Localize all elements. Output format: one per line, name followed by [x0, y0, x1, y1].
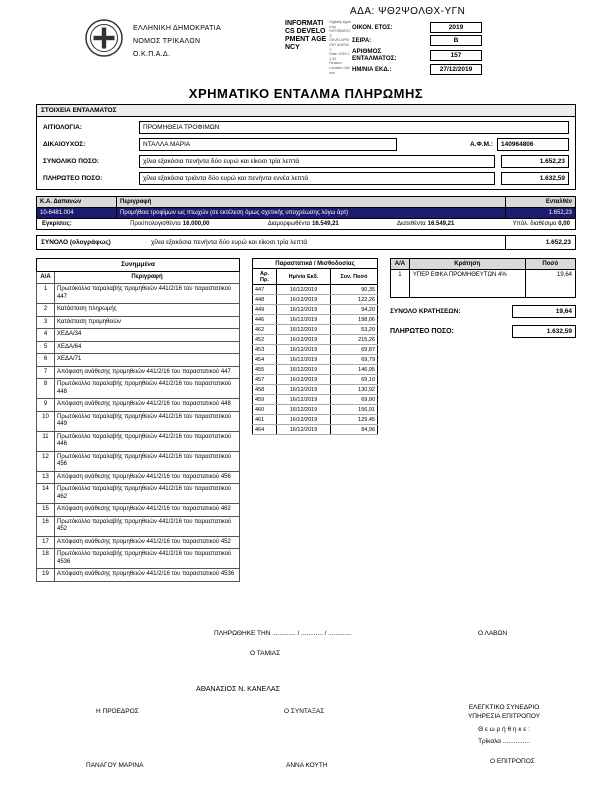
table-row: [37, 516, 240, 536]
field-label: ΗΜ/ΝΙΑ ΕΚΔ.:: [352, 66, 392, 73]
attachment-description: ΧΕΔΑ/64: [55, 341, 240, 354]
attachment-aa: 4: [37, 329, 55, 342]
deductions-total-row: [390, 305, 576, 318]
attachment-aa: 19: [37, 569, 55, 582]
org-line: ΕΛΛΗΝΙΚΗ ΔΗΜΟΚΡΑΤΙΑ: [133, 25, 221, 32]
table-row: [253, 395, 378, 405]
warrant-header-fields: [352, 22, 482, 77]
issuing-organization: [133, 22, 221, 61]
invoice-amount: 198,06: [331, 315, 378, 325]
field-warrant-number: [352, 48, 482, 62]
attachment-description: Πρωτόκολλο παραλαβής προμηθειών 441/2/16 του παραστατικού 448: [55, 379, 240, 399]
field-label: ΣΕΙΡΑ:: [352, 37, 372, 44]
org-line: Ο.Κ.Π.Α.Δ.: [133, 51, 171, 58]
invoice-amount: 53,20: [331, 325, 378, 335]
field-issue-date: [352, 64, 482, 75]
attachment-description: Πρωτόκολλο παραλαβής προμηθειών 441/2/16 του παραστατικού 4536: [55, 549, 240, 569]
invoice-amount: 156,91: [331, 405, 378, 415]
column-header-desc: Περιγραφή: [55, 271, 240, 284]
table-row: [253, 375, 378, 385]
treasurer-name: ΑΘΑΝΑΣΙΟΣ Ν. ΚΑΝΕΛΑΣ: [196, 686, 280, 693]
ada-code: [350, 6, 465, 17]
table-row: [37, 471, 240, 484]
synoliko-label: ΣΥΝΟΛΙΚΟ ΠΟΣΟ:: [43, 158, 100, 165]
budget-code-header: [36, 196, 576, 208]
attachment-description: Πρωτόκολλο παραλαβής προμηθειών 441/2/16 του παραστατικού 447: [55, 284, 240, 304]
invoice-number: 453: [253, 345, 277, 355]
deduction-aa: 1: [391, 270, 410, 298]
invoice-date: 16/12/2019: [277, 335, 331, 345]
attachment-description: Απόφαση ανάθεσης προμηθειών 441/2/16 του παραστατικού 462: [55, 504, 240, 517]
attachment-description: Απόφαση ανάθεσης προμηθειών 441/2/16 του παραστατικού 4536: [55, 569, 240, 582]
invoices-table: [252, 258, 378, 435]
invoice-number: 454: [253, 355, 277, 365]
deductions-table: [390, 258, 576, 298]
org-line: ΝΟΜΟΣ ΤΡΙΚΑΛΩΝ: [133, 38, 201, 45]
plirateo-label: ΠΛΗΡΩΤΕΟ ΠΟΣΟ:: [43, 175, 103, 182]
deductions-total-amount: 19,64: [512, 305, 576, 318]
table-row: [37, 341, 240, 354]
trikala-date-line: Τρίκαλα ...............: [478, 737, 530, 745]
attachment-description: Πρωτόκολλο παραλαβής προμηθειών 441/2/16 του παραστατικού 462: [55, 484, 240, 504]
budget-code: 10-6481.004: [37, 208, 117, 218]
synoliko-amount: 1.652,23: [501, 155, 569, 168]
invoice-date: 16/12/2019: [277, 415, 331, 425]
table-row: [253, 415, 378, 425]
main-content: [36, 104, 576, 582]
row-plirateo-poso: [43, 172, 569, 185]
page-title: ΧΡΗΜΑΤΙΚΟ ΕΝΤΑΛΜΑ ΠΛΗΡΩΜΗΣ: [188, 86, 424, 101]
attachment-description: Απόφαση ανάθεσης προμηθειών 441/2/16 του παραστατικού 452: [55, 536, 240, 549]
deduction-amount: 19,64: [525, 270, 575, 298]
invoice-amount: 69,10: [331, 375, 378, 385]
table-row: [37, 411, 240, 431]
invoice-amount: 146,95: [331, 365, 378, 375]
table-row: [253, 345, 378, 355]
attachment-aa: 10: [37, 411, 55, 431]
column-header-number: Αρ. Πρ.: [253, 269, 277, 285]
invoice-amount: 122,26: [331, 295, 378, 305]
invoice-number: 452: [253, 335, 277, 345]
table-row: [253, 285, 378, 295]
table-row: [253, 305, 378, 315]
table-row: [253, 385, 378, 395]
invoice-date: 16/12/2019: [277, 315, 331, 325]
attachment-description: ΧΕΔΑ/71: [55, 354, 240, 367]
drafter-name: ΑΝΝΑ ΚΟΥΤΗ: [286, 762, 328, 769]
table-row: [37, 399, 240, 412]
dikaiouxos-label: ΔΙΚΑΙΟΥΧΟΣ:: [43, 141, 86, 148]
table-row: [253, 355, 378, 365]
greek-coat-of-arms-icon: [84, 18, 124, 63]
invoice-date: 16/12/2019: [277, 305, 331, 315]
attachment-description: Απόφαση ανάθεσης προμηθειών 441/2/16 του παραστατικού 447: [55, 366, 240, 379]
approval-item: Υπόλ. διαθέσιμο 0,00: [512, 221, 570, 227]
invoice-number: 458: [253, 385, 277, 395]
section-title: ΣΤΟΙΧΕΙΑ ΕΝΤΑΛΜΑΤΟΣ: [37, 105, 575, 117]
field-series: [352, 35, 482, 46]
attachment-description: Πρωτόκολλο παραλαβής προμηθειών 441/2/16 του παραστατικού 456: [55, 451, 240, 471]
invoice-number: 447: [253, 285, 277, 295]
attachment-aa: 2: [37, 304, 55, 317]
aitiologia-label: ΑΙΤΙΟΛΟΓΙΑ:: [43, 124, 82, 131]
invoice-date: 16/12/2019: [277, 295, 331, 305]
total-amount: 1.652,23: [505, 236, 575, 249]
attachment-aa: 6: [37, 354, 55, 367]
attachment-aa: 3: [37, 316, 55, 329]
audit-court-line: ΕΛΕΓΚΤΙΚΟ ΣΥΝΕΔΡΙΟ: [468, 704, 540, 711]
invoice-date: 16/12/2019: [277, 385, 331, 395]
drafter-label: Ο ΣΥΝΤΑΞΑΣ: [284, 708, 325, 715]
row-synoliko-poso: [43, 155, 569, 168]
invoice-number: 462: [253, 325, 277, 335]
attachment-aa: 14: [37, 484, 55, 504]
table-row: [37, 431, 240, 451]
column-header-desc: Περιγραφή: [120, 199, 152, 205]
field-label: ΑΡΙΘΜΟΣ ΕΝΤΑΛΜΑΤΟΣ:: [352, 48, 397, 62]
attachment-aa: 7: [37, 366, 55, 379]
row-dikaiouxos: [43, 138, 569, 151]
attachment-aa: 16: [37, 516, 55, 536]
table-row: [391, 270, 576, 298]
afm-label: Α.Φ.Μ.:: [469, 141, 493, 148]
invoice-date: 16/12/2019: [277, 375, 331, 385]
attachment-aa: 9: [37, 399, 55, 412]
total-in-words: χίλια εξακόσια πενήντα δύο ευρώ και είκοσι τρία λεπτά: [151, 239, 308, 246]
plirateo-text: χίλια εξακόσια τριάντα δύο ευρώ και πενήντα εννέα λεπτά: [139, 172, 495, 185]
row-aitiologia: [43, 121, 569, 134]
table-row: [253, 335, 378, 345]
attachments-title: Συνημμένα: [37, 259, 240, 272]
payable-label: ΠΛΗΡΩΤΕΟ ΠΟΣΟ:: [390, 328, 454, 335]
column-header-poso: Ποσό: [525, 259, 575, 270]
attachment-description: Πρωτόκολλο παραλαβής προμηθειών 441/2/16 του παραστατικού 446: [55, 431, 240, 451]
table-row: [253, 425, 378, 435]
synoliko-text: χίλια εξακόσια πενήντα δύο ευρώ και είκοσι τρία λεπτά: [139, 155, 495, 168]
invoice-amount: 94,20: [331, 305, 378, 315]
column-header-kratisi: Κράτηση: [409, 259, 525, 270]
field-value: 157: [430, 50, 482, 61]
attachment-description: Πρωτόκολλο παραλαβής προμηθειών 441/2/16 του παραστατικού 449: [55, 411, 240, 431]
table-row: [253, 295, 378, 305]
invoice-date: 16/12/2019: [277, 405, 331, 415]
ada-value: ΨΘ2ΨΟΛΘΧ-ΥΓΝ: [378, 6, 466, 17]
tables-area: [36, 258, 576, 582]
invoice-number: 449: [253, 305, 277, 315]
attachment-description: Απόφαση ανάθεσης προμηθειών 441/2/16 του παραστατικού 456: [55, 471, 240, 484]
attachment-aa: 17: [37, 536, 55, 549]
invoice-date: 16/12/2019: [277, 425, 331, 435]
invoice-date: 16/12/2019: [277, 345, 331, 355]
table-row: [37, 316, 240, 329]
invoice-amount: 69,79: [331, 355, 378, 365]
field-value: 27/12/2019: [430, 64, 482, 75]
invoice-number: 461: [253, 415, 277, 425]
attachment-aa: 13: [37, 471, 55, 484]
table-row: [253, 365, 378, 375]
invoice-amount: 69,90: [331, 395, 378, 405]
table-row: [37, 354, 240, 367]
total-label: ΣΥΝΟΛΟ (ολογράφως): [41, 239, 111, 246]
digital-signature-stamp: [285, 20, 351, 75]
invoice-amount: 90,35: [331, 285, 378, 295]
invoice-number: 460: [253, 405, 277, 415]
budget-code-description: Προμήθεια τροφίμων ως πτωχών (σε εκτέλεση όμως σχετικής υποχρέωσης λόγω άρτ): [120, 210, 349, 216]
invoice-amount: 69,87: [331, 345, 378, 355]
table-row: [37, 536, 240, 549]
paid-on-line: ΠΛΗΡΩΘΗΚΕ ΤΗΝ ............. / ............ / .............: [214, 630, 352, 637]
approval-item: Προϋπολογισθέντα 16.000,00: [130, 221, 210, 227]
commissioner-label: Ο ΕΠΙΤΡΟΠΟΣ: [490, 758, 535, 765]
signature-details: Digitally signed by INFORMATICS DEVELOPMENT AGENCY Date: 2019.12.30 Reason: Location: Athens: [329, 20, 351, 75]
attachment-aa: 5: [37, 341, 55, 354]
invoice-amount: 129,45: [331, 415, 378, 425]
approval-item: Διατεθέντα 16.549,21: [397, 221, 455, 227]
invoice-date: 16/12/2019: [277, 365, 331, 375]
budget-code-row: [36, 208, 576, 219]
invoice-amount: 130,92: [331, 385, 378, 395]
attachment-description: ΧΕΔΑ/34: [55, 329, 240, 342]
invoices-title: Παραστατικά / Μισθοδοσίας: [253, 259, 378, 269]
attachments-table: [36, 258, 240, 582]
deductions-total-label: ΣΥΝΟΛΟ ΚΡΑΤΗΣΕΩΝ:: [390, 308, 461, 315]
dikaiouxos-value: ΝΤΑΛΛΑ ΜΑΡΙΑ: [139, 138, 397, 151]
table-row: [37, 549, 240, 569]
table-row: [37, 379, 240, 399]
attachment-aa: 12: [37, 451, 55, 471]
field-value: Β: [430, 35, 482, 46]
attachment-aa: 11: [37, 431, 55, 451]
theorithike-label: Θ ε ω ρ ή θ η κ ε :: [478, 726, 530, 733]
payable-amount-row: [390, 325, 576, 338]
attachment-description: Κατάσταση πληρωμής: [55, 304, 240, 317]
invoice-number: 455: [253, 365, 277, 375]
audit-court-block: [428, 704, 580, 746]
grand-total-row: [36, 235, 576, 250]
table-row: [37, 284, 240, 304]
budget-code-amount: 1.652,23: [505, 208, 575, 218]
approvals-label: Εγκρίσεις:: [42, 221, 72, 227]
aitiologia-value: ΠΡΟΜΗΘΕΙΑ ΤΡΟΦΙΜΩΝ: [139, 121, 569, 134]
ada-label: ΑΔΑ:: [350, 6, 375, 17]
attachment-aa: 18: [37, 549, 55, 569]
field-fiscal-year: [352, 22, 482, 33]
column-header-aa: Α/Α: [391, 259, 410, 270]
deduction-name: ΥΠΕΡ ΕΦΚΑ ΠΡΟΜΗΘΕΥΤΩΝ 4%: [409, 270, 525, 298]
invoice-date: 16/12/2019: [277, 285, 331, 295]
table-row: [37, 304, 240, 317]
signature-agency: INFORMATICS DEVELOPMENT AGENCY: [285, 20, 327, 51]
invoice-amount: 215,26: [331, 335, 378, 345]
audit-court-line: ΥΠΗΡΕΣΙΑ ΕΠΙΤΡΟΠΟΥ: [467, 712, 541, 720]
column-header-ka: Κ.Α. Δαπανών: [37, 197, 117, 207]
table-row: [37, 504, 240, 517]
afm-value: 140964806: [497, 138, 569, 151]
table-row: [253, 325, 378, 335]
field-label: ΟΙΚΟΝ. ΕΤΟΣ:: [352, 24, 393, 31]
invoice-number: 446: [253, 315, 277, 325]
deductions-area: [390, 258, 576, 338]
attachment-aa: 15: [37, 504, 55, 517]
attachment-aa: 8: [37, 379, 55, 399]
table-row: [253, 405, 378, 415]
attachment-description: Απόφαση ανάθεσης προμηθειών 441/2/16 του παραστατικού 448: [55, 399, 240, 412]
recipient-signature-label: Ο ΛΑΒΩΝ: [478, 630, 508, 637]
budget-approvals-row: [36, 219, 576, 230]
president-name: ΠΑΝΑΓΟΥ ΜΑΡΙΝΑ: [86, 762, 144, 769]
table-row: [37, 329, 240, 342]
column-header-entalthen: Ενταλθέν: [505, 197, 575, 207]
treasurer-label: Ο ΤΑΜΙΑΣ: [250, 650, 281, 657]
invoice-amount: 84,96: [331, 425, 378, 435]
table-row: [37, 451, 240, 471]
invoice-date: 16/12/2019: [277, 395, 331, 405]
table-row: [37, 569, 240, 582]
invoice-number: 459: [253, 395, 277, 405]
invoice-date: 16/12/2019: [277, 355, 331, 365]
table-row: [253, 315, 378, 325]
table-row: [37, 484, 240, 504]
president-label: Η ΠΡΟΕΔΡΟΣ: [96, 708, 139, 715]
plirateo-amount: 1.632,59: [501, 172, 569, 185]
attachment-description: Πρωτόκολλο παραλαβής προμηθειών 441/2/16 του παραστατικού 452: [55, 516, 240, 536]
invoice-number: 464: [253, 425, 277, 435]
field-value: 2019: [430, 22, 482, 33]
payable-amount: 1.632,59: [512, 325, 576, 338]
column-header-aa: Α/Α: [37, 271, 55, 284]
table-row: [37, 366, 240, 379]
budget-code-table: [36, 196, 576, 230]
warrant-details-section: [36, 104, 576, 190]
invoice-number: 448: [253, 295, 277, 305]
column-header-date: Ημ/νία Εκδ.: [277, 269, 331, 285]
invoice-number: 457: [253, 375, 277, 385]
attachment-description: Κατάσταση προμηθειών: [55, 316, 240, 329]
column-header-amount: Συν. Ποσό: [331, 269, 378, 285]
approval-item: Διαμορφωθέντα 16.549,21: [267, 221, 339, 227]
attachment-aa: 1: [37, 284, 55, 304]
invoice-date: 16/12/2019: [277, 325, 331, 335]
